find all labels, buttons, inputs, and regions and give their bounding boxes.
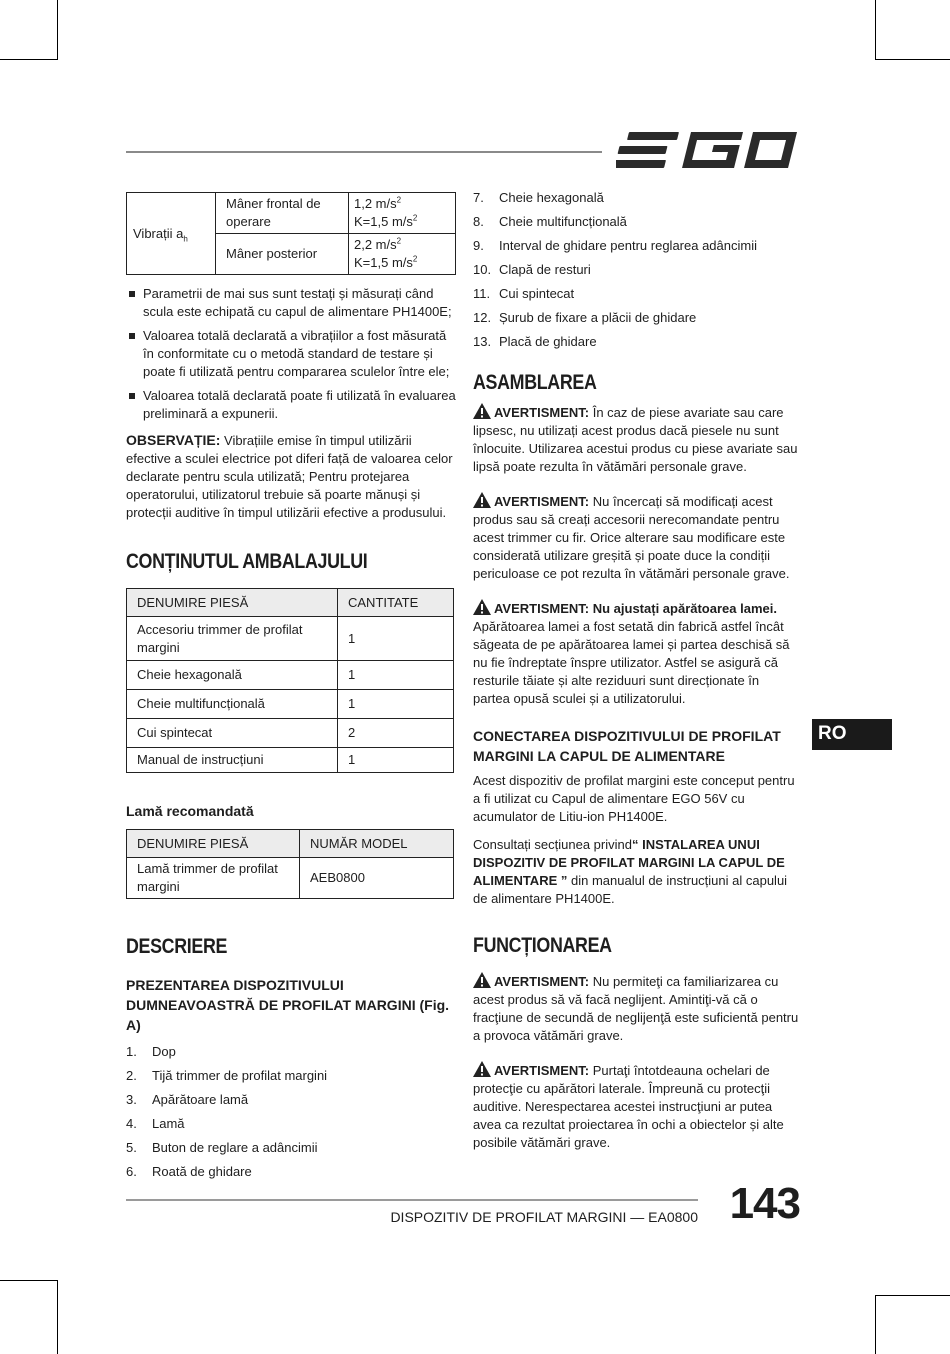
conectarea-paragraph: Acest dispozitiv de profilat margini este conceput pentru a fi utilizat cu Capul de alimentare EGO 56V cu acumulator de Litiu-ion PH1400E. [473,773,795,824]
table-cell: 1 [338,661,454,690]
crop-mark [57,0,58,60]
crop-mark [875,59,950,60]
table-cell: AEB0800 [300,858,454,899]
blade-header-part: DENUMIRE PIESĂ [127,830,300,858]
vibration-notes [126,285,456,423]
list-item: 2. Tijă trimmer de profilat margini [126,1068,328,1083]
vibration-table [126,192,456,275]
list-item: 12. Șurub de fixare a plăcii de ghidare [473,310,697,325]
vibration-handle-cell: Mâner frontal de operare [216,193,349,234]
language-tab-label: RO [818,723,847,744]
vibration-value-cell: 1,2 $m/s^2$ K=1,5 $m/s^2$ [349,193,456,234]
crop-mark [875,1295,950,1296]
table-cell: Lamă trimmer de profilat margini [127,858,300,899]
vibration-value-cell: 2,2 $m/s^2$ K=1,5 $m/s^2$ [349,234,456,275]
asamblarea-title: ASAMBLAREA [473,371,597,394]
list-item: 8. Cheie multifuncțională [473,214,627,229]
warning-paragraph: AVERTISMENT: Purtaţi întotdeauna ochelari de protecţie cu apărători laterale. Împreună cu protecţii auditive. Nerespectarea acestei instrucţiuni ar putea avea ca rezultat proiectarea în ochi a obiectelor și alte posibile vătămări grave. [473,1063,784,1150]
warning-icon [473,403,491,419]
list-item: Valoarea totală declarată a vibrațiilor a fost măsurată în conformitate cu o metodă standard de testare și poate fi utilizată pentru compararea sculelor între ele; [126,327,456,381]
list-item: 1. Dop [126,1044,176,1059]
vibration-handle-cell: Mâner posterior [216,234,349,275]
warning-icon [473,492,491,508]
blade-table [126,829,454,899]
blade-title: Lamă recomandată [126,803,254,819]
warning-paragraph: AVERTISMENT: Nu permiteţi ca familiarizarea cu acest produs să vă facă neglijent. Amintiţi-vă că o fracţiune de secundă de neglijenţă este suficientă pentru a provoca vătămări grave. [473,974,799,1043]
parts-list [126,1043,456,1187]
conectarea-title: CONECTAREA DISPOZITIVULUI DE PROFILAT MARGINI LA CAPUL DE ALIMENTARE [473,728,781,764]
list-item: 5. Buton de reglare a adâncimii [126,1140,318,1155]
crop-mark [0,59,58,60]
blade-header-model: NUMĂR MODEL [300,830,454,858]
table-cell: 1 [338,748,454,773]
page-number: 143 [729,1179,800,1228]
warning-icon [473,599,491,615]
crop-mark [875,0,876,60]
table-cell: 2 [338,719,454,748]
list-item: 6. Roată de ghidare [126,1164,252,1179]
table-cell: 1 [338,617,454,661]
packaging-table [126,588,454,773]
list-item: Valoarea totală declarată poate fi utilizată în evaluarea preliminară a expunerii. [126,387,456,423]
ego-logo [616,128,800,172]
list-item: Parametrii de mai sus sunt testați și măsurați când scula este echipată cu capul de alimentare PH1400E; [126,285,456,321]
packaging-title: CONȚINUTUL AMBALAJULUI [126,550,368,573]
packaging-header-part: DENUMIRE PIESĂ [127,589,338,617]
warning-icon [473,1061,491,1077]
list-item: 7. Cheie hexagonală [473,190,604,205]
table-cell: Manual de instrucțiuni [127,748,338,773]
list-item: 13. Placă de ghidare [473,334,597,349]
list-item: 4. Lamă [126,1116,185,1131]
right-column [473,189,799,1152]
crop-mark [875,1295,876,1354]
left-column [126,192,456,1187]
language-tab [812,719,892,750]
conectarea-reference: Consultați secțiunea privind“ INSTALAREA UNUI DISPOZITIV DE PROFILAT MARGINI LA CAPUL DE ALIMENTARE ” din manualul de instrucțiuni al capului de alimentare PH1400E. [473,837,788,906]
footer-text: DISPOZITIV DE PROFILAT MARGINI — EA0800 [390,1209,698,1225]
list-item: 3. Apărătoare lamă [126,1092,249,1107]
table-cell: Accesoriu trimmer de profilat margini [127,617,338,661]
crop-mark [57,1280,58,1354]
header-rule [126,151,602,153]
warning-paragraph: AVERTISMENT: Nu încercați să modificați acest produs sau să creați accesorii nerecomandate pentru acest trimmer cu fir. Orice alterare sau modificare este considerată utilizare greșită și poate duce la condiții periculoase ce pot rezulta în vătămări personale grave. [473,494,790,581]
footer-rule [126,1199,698,1201]
vibration-label-cell: Vibrații $a_h$ [127,193,216,275]
crop-mark [0,1280,58,1281]
descriere-title: DESCRIERE [126,935,228,958]
table-cell: Cui spintecat [127,719,338,748]
table-cell: Cheie multifuncțională [127,690,338,719]
descriere-subtitle: PREZENTAREA DISPOZITIVULUI DUMNEAVOASTRĂ DE PROFILAT MARGINI (Fig. A) [126,977,450,1033]
packaging-header-qty: CANTITATE [338,589,454,617]
table-cell: Cheie hexagonală [127,661,338,690]
observatie-paragraph: OBSERVAȚIE: Vibrațiile emise în timpul utilizării efective a sculei electrice pot diferi față de valoarea celor declarate pentru scula utilizată; Pentru protejarea operatorului, utilizatorul trebuie să poarte mănuși și protecții auditive în timpul utilizării efective a produsului. [126,432,453,520]
functionarea-title: FUNCȚIONAREA [473,934,612,957]
warning-paragraph: AVERTISMENT: În caz de piese avariate sau care lipsesc, nu utilizați acest produs dacă piesele nu sunt înlocuite. Utilizarea acestui produs cu piese avariate sau lipsă poate rezulta în vătămări personale grave. [473,405,798,474]
list-item: 11. Cui spintecat [473,286,575,301]
list-item: 9. Interval de ghidare pentru reglarea adâncimii [473,238,757,253]
warning-icon [473,972,491,988]
list-item: 10. Clapă de resturi [473,262,591,277]
warning-paragraph: AVERTISMENT: Nu ajustați apărătoarea lamei. Apărătoarea lamei a fost setată din fabrică astfel încât săgeata de pe apărătoarea lamei și partea deschisă să nu fie îndreptate înspre utilizator. Astfel se asigură că resturile tăiate și alte reziduuri sunt direcționate în partea opusă sculei și a utilizatorului. [473,601,790,706]
parts-list-continued [473,189,799,357]
table-cell: 1 [338,690,454,719]
